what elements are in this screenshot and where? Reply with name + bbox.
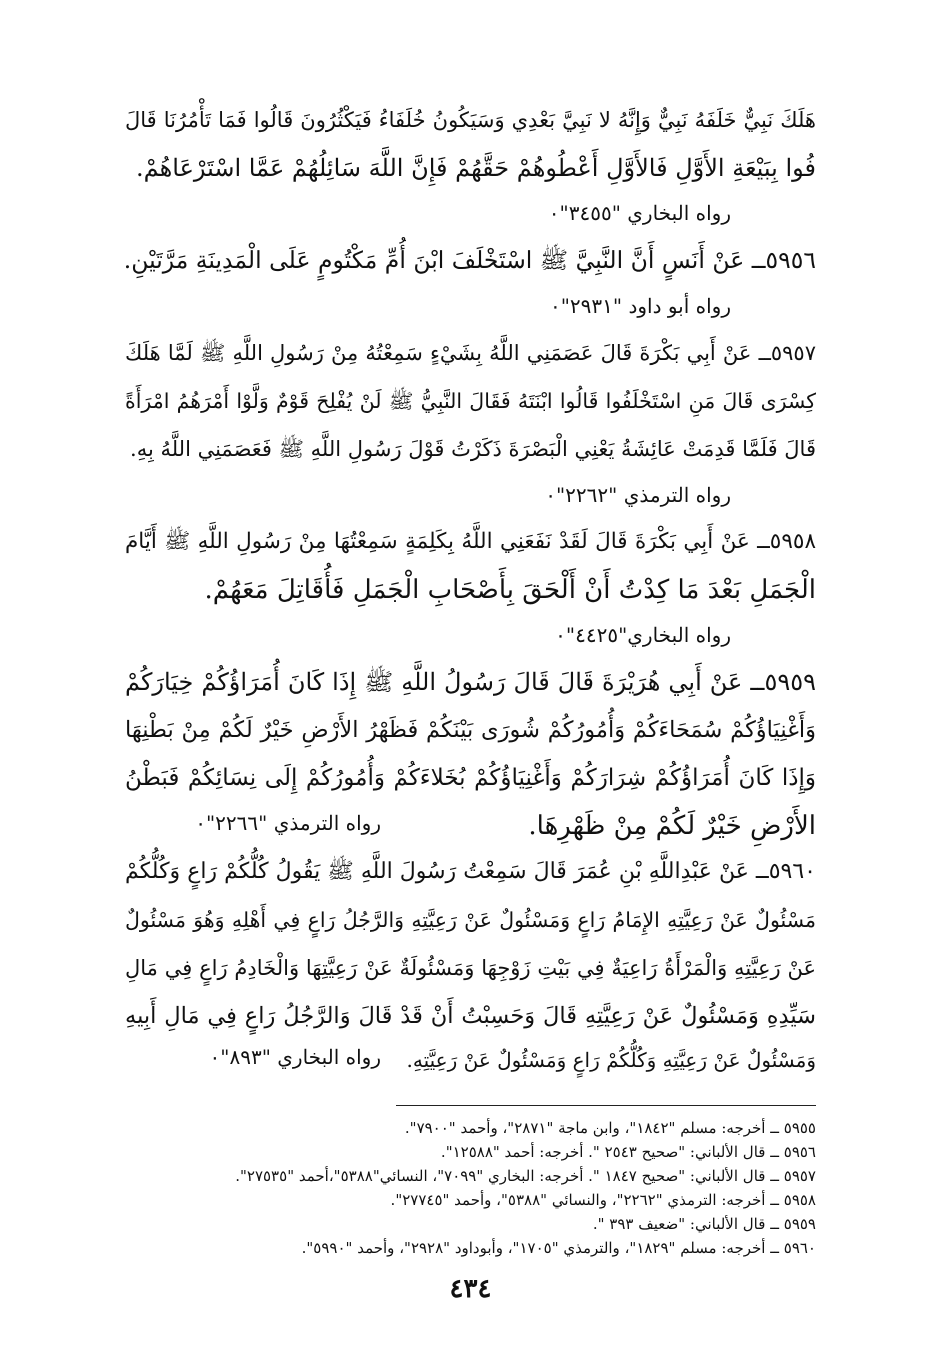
page-number: ٤٣٤: [449, 1274, 492, 1304]
hadith-5956: ٥٩٥٦ــ عَنْ أَنَسٍ أَنَّ النَّبِيَّ ﷺ اسْتَخْلَفَ ابْنَ أُمِّ مَكْتُومٍ عَلَى الْمَدِينَةِ مَرَّتَيْنِ.: [123, 246, 816, 274]
body-line: هَلَكَ نَبِيٌّ خَلَفَهُ نَبِيٌّ وَإِنَّهُ لا نَبِيَّ بَعْدِي وَسَيَكُونُ خُلَفَاءُ فَيَكْثُرُونَ قَالُوا فَمَا تَأْمُرُنَا قَالَ: [125, 108, 816, 132]
hadith-5958: ٥٩٥٨ــ عَنْ أَبِي بَكْرَةَ قَالَ لَقَدْ نَفَعَنِي اللَّهُ بِكَلِمَةٍ سَمِعْتُهَا مِنْ رَسُولِ اللَّهِ ﷺ أَيَّامَ: [125, 529, 816, 554]
footnote: ٥٩٦٠ ــ أخرجه: مسلم "١٨٢٩"، والترمذي "١٧٠٥"، وأبوداود "٢٩٢٨"، وأحمد "٥٩٩٠".: [301, 1239, 816, 1257]
hadith-source: رواه الترمذي "٢٢٦٦"٠: [195, 811, 381, 835]
body-line: الْجَمَلِ بَعْدَ مَا كِدْتُ أَنْ أَلْحَقَ بِأَصْحَابِ الْجَمَلِ فَأُقَاتِلَ مَعَهُمْ.: [204, 575, 816, 605]
hadith-source: رواه أبو داود "٢٩٣١"٠: [549, 294, 731, 318]
footnote: ٥٩٥٥ ــ أخرجه: مسلم "١٨٤٢"، وابن ماجة "٢٨٧١"، وأحمد "٧٩٠٠".: [404, 1119, 816, 1137]
body-line: قَالَ فَلَمَّا قَدِمَتْ عَائِشَةُ يَعْنِي الْبَصْرَةَ ذَكَرْتُ قَوْلَ رَسُولِ اللَّهِ ﷺ فَعَصَمَنِي اللَّهُ بِهِ.: [130, 437, 816, 461]
footnote: ٥٩٥٨ ــ أخرجه: الترمذي "٢٢٦٢"، والنسائي "٥٣٨٨"، وأحمد "٢٧٧٤٥".: [390, 1191, 816, 1209]
footnote: ٥٩٥٩ ــ قال الألباني: "ضعيف ٣٩٣ ".: [592, 1215, 816, 1233]
hadith-source: رواه البخاري "٣٤٥٥"٠: [548, 201, 731, 225]
body-line: فُوا بِبَيْعَةِ الأَوَّلِ فَالأَوَّلِ أَعْطُوهُمْ حَقَّهُمْ فَإِنَّ اللَّهَ سَائِلُهُمْ عَمَّا اسْتَرْعَاهُمْ.: [136, 154, 816, 182]
hadith-5959: ٥٩٥٩ــ عَنْ أَبِي هُرَيْرَةَ قَالَ قَالَ رَسُولُ اللَّهِ ﷺ إِذَا كَانَ أُمَرَاؤُكُمْ خِيَارَكُمْ: [125, 668, 816, 696]
hadith-5957: ٥٩٥٧ــ عَنْ أَبِي بَكْرَةَ قَالَ عَصَمَنِي اللَّهُ بِشَيْءٍ سَمِعْتُهُ مِنْ رَسُولِ اللَّهِ ﷺ لَمَّا هَلَكَ: [125, 341, 816, 365]
body-line: وَأَغْنِيَاؤُكُمْ سُمَحَاءَكُمْ وَأُمُورُكُمْ شُورَى بَيْنَكُمْ فَظَهْرُ الأَرْضِ خَيْرٌ لَكُمْ مِنْ بَطْنِهَا: [125, 717, 816, 743]
body-line: وَمَسْئُولٌ عَنْ رَعِيَّتِهِ وَكُلُّكُمْ رَاعٍ وَمَسْئُولٌ عَنْ رَعِيَّتِهِ.: [406, 1048, 816, 1072]
body-line: كِسْرَى قَالَ مَنِ اسْتَخْلَفُوا قَالُوا ابْنَتَهُ فَقَالَ النَّبِيُّ ﷺ لَنْ يُفْلِحَ قَوْمٌ وَلَّوْا أَمْرَهُمُ امْرَأَةً: [125, 389, 816, 413]
footnote: ٥٩٥٧ ــ قال الألباني: "صحيح ١٨٤٧ ". أخرجه: البخاري "٧٠٩٩"، النسائي"٥٣٨٨"،أحمد "٢٧٥٣٥".: [235, 1167, 816, 1185]
hadith-source: رواه البخاري "٨٩٣"٠: [209, 1045, 381, 1069]
hadith-source: رواه الترمذي "٢٢٦٢"٠: [545, 483, 731, 507]
hadith-source: رواه البخاري"٤٤٢٥"٠: [555, 623, 731, 647]
body-line: وَإِذَا كَانَ أُمَرَاؤُكُمْ شِرَارَكُمْ وَأَغْنِيَاؤُكُمْ بُخَلاءَكُمْ وَأُمُورُكُمْ إِلَى نِسَائِكُمْ فَبَطْنُ: [125, 765, 816, 791]
body-line: مَسْئُولٌ عَنْ رَعِيَّتِهِ الإِمَامُ رَاعٍ وَمَسْئُولٌ عَنْ رَعِيَّتِهِ وَالرَّجُلُ رَاعٍ فِي أَهْلِهِ وَهُوَ مَسْئُولٌ: [125, 908, 816, 932]
body-line: الأَرْضِ خَيْرٌ لَكُمْ مِنْ ظَهْرِهَا.: [528, 811, 816, 841]
footnote-divider: [396, 1105, 816, 1106]
footnote: ٥٩٥٦ ــ قال الألباني: "صحيح ٢٥٤٣ ". أخرجه: أحمد "١٢٥٨٨".: [440, 1143, 816, 1161]
body-line: سَيِّدِهِ وَمَسْئُولٌ عَنْ رَعِيَّتِهِ قَالَ وَحَسِبْتُ أَنْ قَدْ قَالَ وَالرَّجُلُ رَاعٍ فِي مَالِ أَبِيهِ: [125, 1003, 816, 1029]
body-line: عَنْ رَعِيَّتِهِ وَالْمَرْأَةُ رَاعِيَةٌ فِي بَيْتِ زَوْجِهَا وَمَسْئُولَةٌ عَنْ رَعِيَّتِهَا وَالْخَادِمُ رَاعٍ فِي مَالِ: [125, 956, 816, 980]
hadith-5960: ٥٩٦٠ــ عَنْ عَبْدِاللَّهِ بْنِ عُمَرَ قَالَ سَمِعْتُ رَسُولَ اللَّهِ ﷺ يَقُولُ كُلُّكُمْ رَاعٍ وَكُلُّكُمْ: [125, 859, 816, 884]
